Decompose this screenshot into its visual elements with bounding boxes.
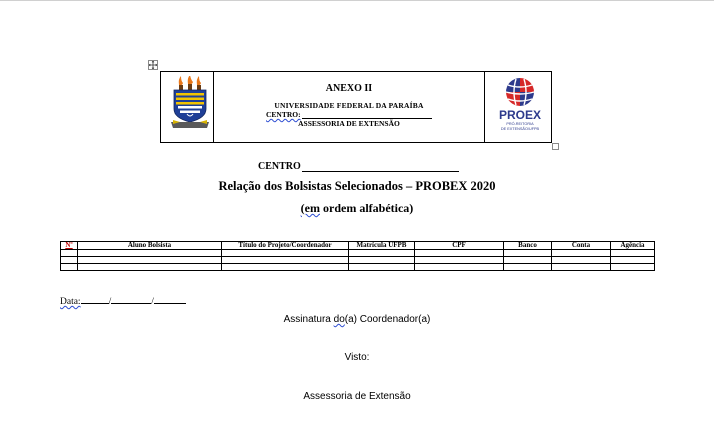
table-cell[interactable] — [222, 264, 349, 271]
date-field — [60, 295, 186, 307]
ufpb-crest-icon — [170, 76, 210, 130]
table-cell[interactable] — [415, 250, 504, 257]
annex-title: ANEXO II — [325, 83, 373, 94]
order-note-prefix: (em — [300, 201, 320, 215]
signature-word: do — [333, 314, 345, 325]
table-header-row — [61, 242, 655, 250]
date-label: Data: — [60, 297, 81, 307]
table-cell[interactable] — [552, 264, 611, 271]
col-header-bank: Banco — [504, 242, 552, 250]
table-cell[interactable] — [611, 257, 655, 264]
proex-logo-tagline-1: PRÓ-REITORIA — [506, 122, 534, 126]
table-row — [61, 264, 655, 271]
table-cell[interactable] — [611, 250, 655, 257]
table-resize-handle[interactable] — [552, 143, 559, 150]
col-header-cpf: CPF — [415, 242, 504, 250]
table-cell[interactable] — [61, 257, 78, 264]
table-cell[interactable] — [504, 250, 552, 257]
table-cell[interactable] — [222, 257, 349, 264]
table-cell[interactable] — [349, 250, 415, 257]
date-separator: / — [108, 297, 112, 307]
centro-label: CENTRO — [258, 161, 301, 172]
table-cell[interactable] — [349, 257, 415, 264]
date-year-blank[interactable] — [154, 295, 186, 304]
table-cell[interactable] — [552, 250, 611, 257]
col-header-number: Nº — [61, 242, 78, 250]
date-separator: / — [151, 297, 154, 307]
col-header-account: Conta — [552, 242, 611, 250]
header-centro-label — [266, 110, 301, 119]
table-cell[interactable] — [61, 264, 78, 271]
table-row — [61, 257, 655, 264]
table-cell[interactable] — [78, 257, 222, 264]
table-cell[interactable] — [611, 264, 655, 271]
table-cell[interactable] — [222, 250, 349, 257]
col-header-agency: Agência — [611, 242, 655, 250]
table-row — [61, 250, 655, 257]
centro-blank — [302, 171, 459, 172]
col-header-matricula: Matrícula UFPB — [349, 242, 415, 250]
order-note — [160, 201, 554, 216]
table-cell[interactable] — [349, 264, 415, 271]
table-cell[interactable] — [504, 257, 552, 264]
scholarship-table — [60, 241, 655, 271]
signature-suffix: (a) Coordenador(a) — [344, 314, 431, 325]
table-cell[interactable] — [78, 264, 222, 271]
header-assessoria: ASSESSORIA DE EXTENSÃO — [298, 119, 400, 128]
signature-label — [160, 314, 554, 325]
assessoria-footer: Assessoria de Extensão — [303, 391, 411, 402]
date-month-blank[interactable] — [111, 295, 151, 304]
order-note-rest: ordem alfabética) — [320, 201, 414, 215]
university-name: UNIVERSIDADE FEDERAL DA PARAÍBA — [274, 101, 424, 110]
move-arrows-icon — [149, 61, 157, 69]
table-cell[interactable] — [504, 264, 552, 271]
page-title: Relação dos Bolsistas Selecionados – PROBEX 2020 — [218, 179, 496, 193]
proex-logo-tagline-2: DE EXTENSÃO/UFPB — [500, 127, 540, 131]
table-cell[interactable] — [61, 250, 78, 257]
proex-logo — [494, 77, 546, 133]
table-cell[interactable] — [415, 264, 504, 271]
table-cell[interactable] — [552, 257, 611, 264]
header-centro-text: CENTRO: — [266, 110, 301, 119]
table-move-handle[interactable] — [148, 60, 158, 70]
table-cell[interactable] — [415, 257, 504, 264]
col-header-student: Aluno Bolsista — [78, 242, 222, 250]
table-cell[interactable] — [78, 250, 222, 257]
proex-logo-name: PROEX — [498, 108, 542, 122]
signature-prefix: Assinatura — [283, 314, 334, 325]
col-header-project: Título do Projeto/Coordenador — [222, 242, 349, 250]
visto-label: Visto: — [344, 352, 370, 363]
date-day-blank[interactable] — [81, 295, 109, 304]
